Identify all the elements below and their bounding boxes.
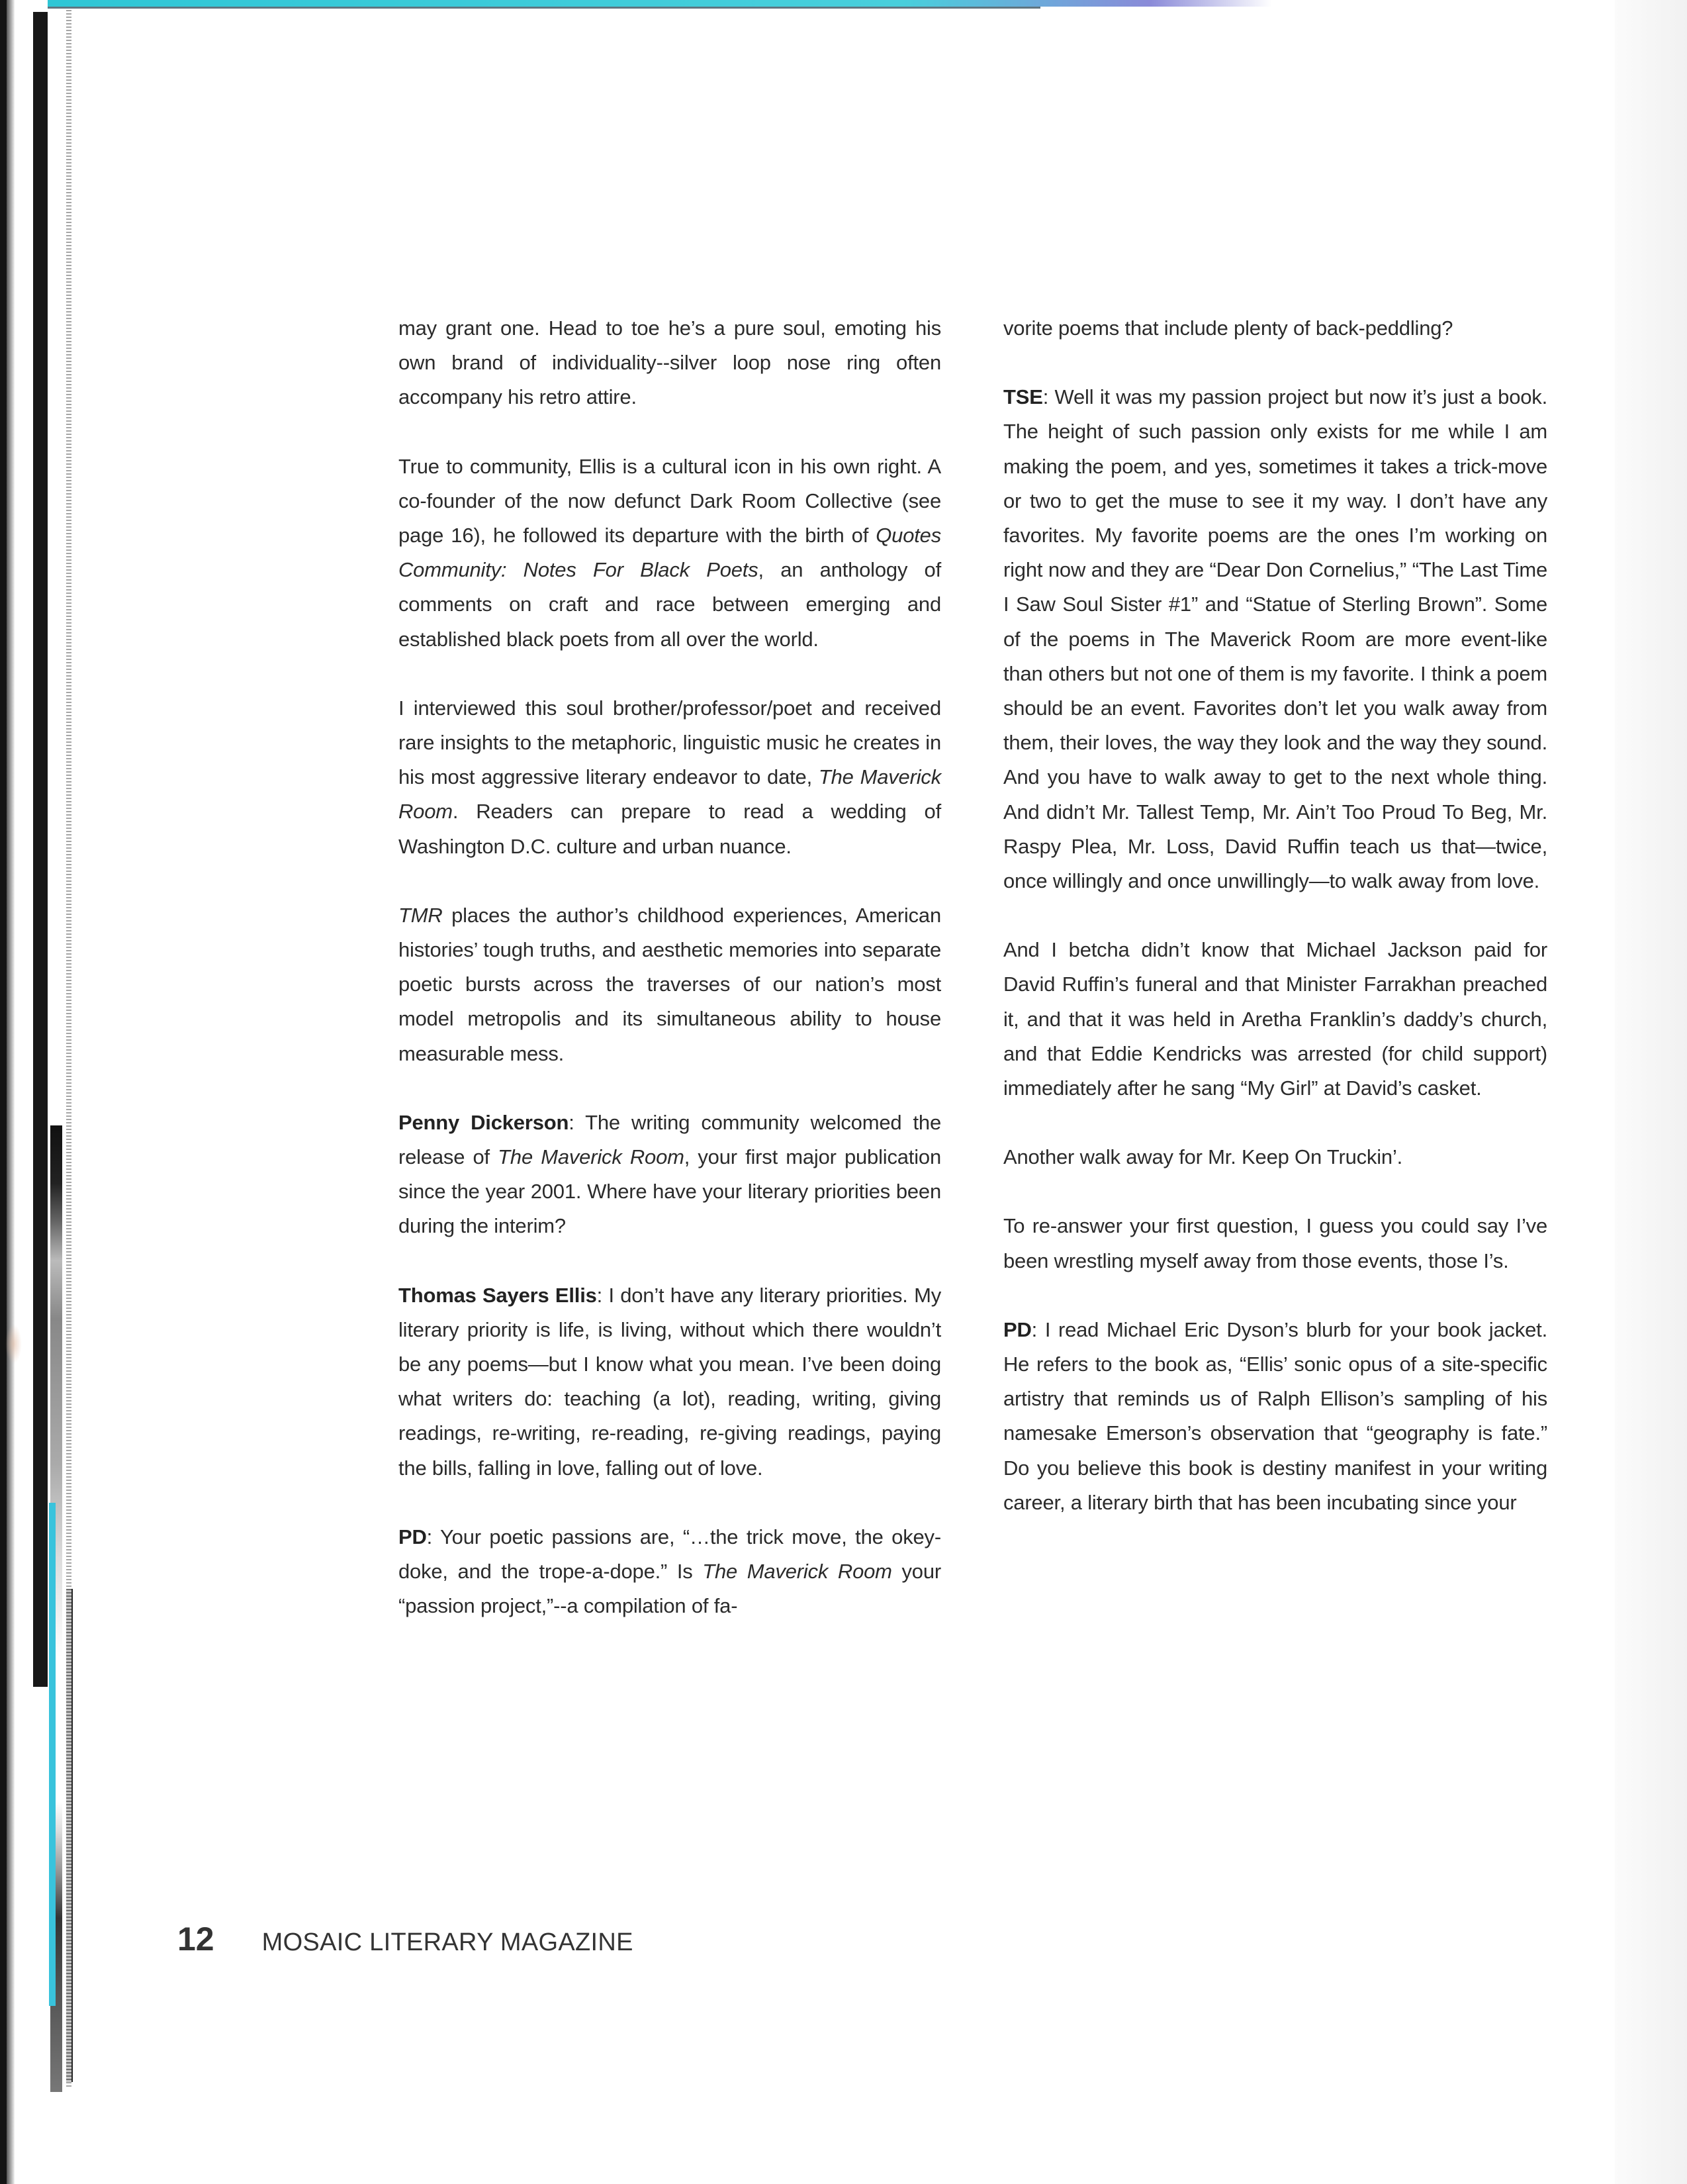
book-title: The Maverick Room bbox=[398, 765, 941, 824]
paragraph-text: . Readers can prepare to read a wedding of Washington D.C. culture and urban nuance. bbox=[398, 800, 941, 858]
paragraph-text: : I read Michael Eric Dyson’s blurb for your book jacket. He refers to the book as, “Ellis’ sonic opus of a site-specific artistry that reminds us of Ralph Ellison’s sampling of his namesake Emerson’s observation that “geography is fate.” Do you believe this book is destiny manifest in your writing career, a literary birth that has been incubating since your bbox=[1003, 1317, 1547, 1514]
paragraph-text: : The writing community welcomed the release of bbox=[398, 1110, 942, 1169]
paragraph-text: : Well it was my passion project but now it’s just a book. The height of such passion only exists for me while I am making the poem, and yes, sometimes it takes a trick-move or two to get the muse to see it my way. I don’t have any favorites. My favorite poems are the ones I’m working on right now and they are “Dear Don Cornelius,” “The Last Time I Saw Soul Sister #1” and “Statue of Sterling Brown”. Some of the poems in The Maverick Room are more event-like than others but not one of them is my favorite. I think a poem should be an event. Favorites don’t let you walk away from them, their loves, the way they look and the way they sound. And you have to walk away to get to the next whole thing. And didn’t Mr. Tallest Temp, Mr. Ain’t Too Proud To Beg, Mr. Raspy Plea, Mr. Loss, David Ruffin teach us that—twice, once willingly and once unwillingly—to walk away from love. bbox=[1003, 385, 1547, 893]
paragraph-text: And I betcha didn’t know that Michael Jackson paid for David Ruffin’s funeral and that Minister Farrakhan preached it, and that it was held in Aretha Franklin’s daddy’s church, and that Eddie Kendricks was arrested (for child support) immediately after he sang “My Girl” at David’s casket. bbox=[1003, 938, 1547, 1100]
paragraph bbox=[398, 450, 941, 657]
paragraph bbox=[1003, 1140, 1547, 1174]
paragraph-text: places the author’s childhood experiences, American histories’ tough truths, and aesthetic memories into separate poetic bursts across the traverses of our nation’s most model metropolis and its simultaneous ability to house measurable mess. bbox=[398, 903, 941, 1065]
paragraph-text: your “passion project,”--a compilation of fa- bbox=[398, 1560, 941, 1618]
cover-edge-strip bbox=[48, 0, 1272, 7]
book-title-abbr: TMR bbox=[398, 903, 443, 927]
interview-answer bbox=[1003, 380, 1547, 898]
speaker-name: Thomas Sayers Ellis bbox=[398, 1283, 597, 1307]
interview-answer bbox=[398, 1278, 941, 1486]
paragraph bbox=[398, 691, 941, 864]
paragraph-text: I interviewed this soul brother/professor/poet and received rare insights to the metaphoric, linguistic music he creates in his most aggressive literary endeavor to date, bbox=[398, 696, 941, 789]
speaker-name: TSE bbox=[1003, 385, 1043, 409]
paragraph-text: True to community, Ellis is a cultural icon in his own right. A co-founder of the now defunct Dark Room Collective (see page 16), he followed its departure with the birth of bbox=[398, 454, 941, 547]
speaker-name: PD bbox=[398, 1525, 427, 1548]
book-title: Quotes Community: Notes For Black Poets bbox=[398, 524, 941, 582]
speaker-name: Penny Dickerson bbox=[398, 1110, 569, 1134]
book-title: The Maverick Room bbox=[702, 1560, 892, 1584]
article-column-right bbox=[1003, 311, 1547, 1554]
paragraph-text: , an anthology of comments on craft and race between emerging and established black poets from all over the world. bbox=[398, 558, 941, 651]
cover-edge-line bbox=[48, 7, 1040, 9]
article-column-left bbox=[398, 311, 941, 1658]
interview-question bbox=[1003, 1313, 1547, 1520]
spine-black-band bbox=[33, 12, 48, 1687]
page-footer bbox=[177, 1920, 633, 1958]
scan-stain bbox=[5, 1324, 22, 1364]
spine-halftone-band bbox=[66, 10, 71, 2089]
paragraph-text: vorite poems that include plenty of back-peddling? bbox=[1003, 316, 1453, 340]
page-number: 12 bbox=[177, 1921, 214, 1958]
scan-edge-gradient bbox=[7, 0, 15, 2184]
speaker-name: PD bbox=[1003, 1317, 1032, 1341]
book-title: The Maverick Room bbox=[498, 1145, 684, 1169]
interview-question bbox=[398, 1106, 941, 1244]
paragraph bbox=[398, 311, 941, 415]
scan-edge-shadow bbox=[0, 0, 7, 2184]
paragraph-text: : I don’t have any literary priorities. My literary priority is life, is living, without which there wouldn’t be any poems—but I know what you mean. I’ve been doing what writers do: teaching (a lot), reading, writing, giving readings, re-writing, re-reading, re-giving readings, paying the bills, falling in love, falling out of love. bbox=[398, 1283, 941, 1480]
interview-question bbox=[398, 1520, 941, 1624]
paragraph-text: To re-answer your first question, I guess you could say I’ve been wrestling myself away from those events, those I’s. bbox=[1003, 1214, 1547, 1272]
paragraph-text: may grant one. Head to toe he’s a pure soul, emoting his own brand of individuality--silver loop nose ring often accompany his retro attire. bbox=[398, 316, 941, 409]
paragraph bbox=[1003, 1209, 1547, 1278]
paragraph-text: , your first major publication since the year 2001. Where have your literary priorities been during the interim? bbox=[398, 1145, 941, 1238]
paragraph bbox=[398, 898, 941, 1071]
paragraph bbox=[1003, 311, 1547, 346]
paragraph bbox=[1003, 933, 1547, 1106]
magazine-title: MOSAIC LITERARY MAGAZINE bbox=[261, 1928, 633, 1956]
spine-cyan-band bbox=[49, 1503, 56, 2006]
page-right-shadow bbox=[1615, 0, 1687, 2184]
paragraph-text: Another walk away for Mr. Keep On Truckin’. bbox=[1003, 1145, 1403, 1169]
paragraph-text: : Your poetic passions are, “…the trick move, the okey-doke, and the trope-a-dope.” Is bbox=[398, 1525, 941, 1584]
